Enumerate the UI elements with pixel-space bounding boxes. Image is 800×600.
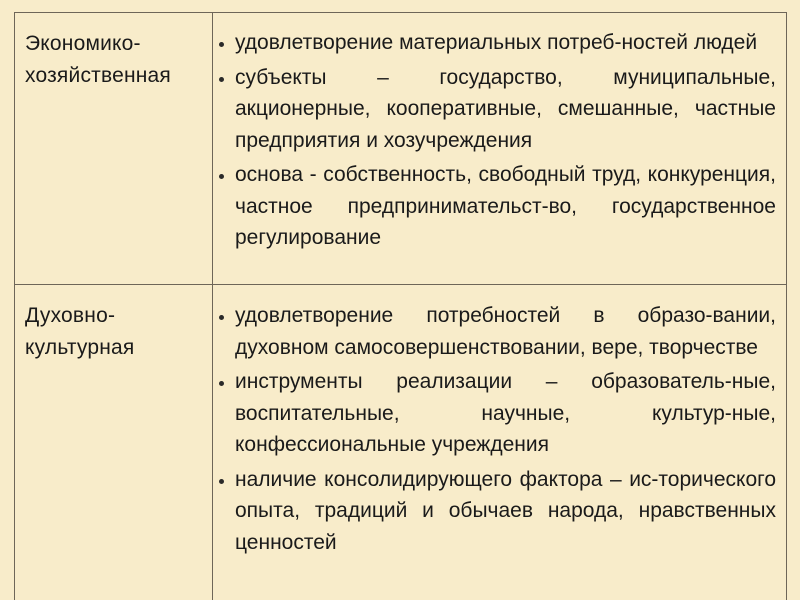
bullet-item: основа - собственность, свободный труд, конкуренция, частное предпринимательст-во, государственное регулирование	[219, 159, 776, 254]
table-row	[15, 13, 787, 285]
bullet-item: наличие консолидирующего фактора – ис-торического опыта, традиций и обычаев народа, нравственных ценностей	[219, 464, 776, 559]
sphere-name: Экономико-хозяйственная	[25, 32, 172, 87]
sphere-name-cell	[15, 285, 213, 600]
sphere-description-cell	[213, 285, 787, 600]
sphere-description-cell	[213, 13, 787, 285]
bullet-list	[219, 300, 776, 558]
table-row	[15, 285, 787, 600]
bullet-item: удовлетворение материальных потреб-ностей людей	[219, 27, 776, 59]
bullet-list	[219, 27, 776, 254]
sphere-name-cell	[15, 13, 213, 285]
bullet-item: субъекты – государство, муниципальные, акционерные, кооперативные, смешанные, частные предприятия и хозучреждения	[219, 62, 776, 157]
spheres-table	[14, 12, 787, 600]
bullet-item: инструменты реализации – образователь-ные, воспитательные, научные, культур-ные, конфессиональные учреждения	[219, 366, 776, 461]
bullet-item: удовлетворение потребностей в образо-вании, духовном самосовершенствовании, вере, творчестве	[219, 300, 776, 363]
sphere-name: Духовно-культурная	[25, 304, 135, 359]
